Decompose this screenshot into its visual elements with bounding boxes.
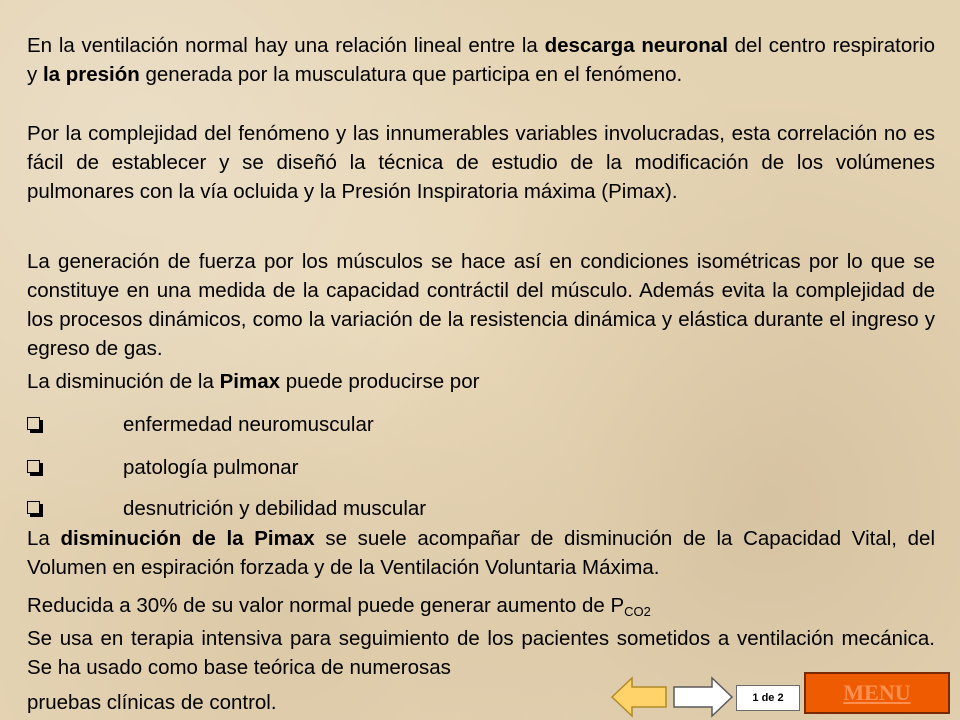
- paragraph-reducida: Reducida a 30% de su valor normal puede generar aumento de $P_{CO2}$: [27, 594, 651, 619]
- paragraph-generacion-fuerza: La generación de fuerza por los músculos se hace así en condiciones isométricas por lo que se constituye en una medida de la capacidad contráctil del músculo. Además evita la complejidad de los procesos dinámicos, como la variación de la resistencia dinámica y elástica durante el ingreso y egreso de gas.: [27, 250, 935, 360]
- bold-descarga-neuronal: descarga neuronal: [544, 34, 728, 57]
- bold-pimax: Pimax: [219, 370, 280, 393]
- page-indicator: 1 de 2: [736, 685, 800, 711]
- paragraph-pruebas-clinicas: pruebas clínicas de control.: [27, 691, 277, 714]
- subscript-co2: CO2: [624, 604, 651, 619]
- paragraph-disminucion-pimax: La disminución de la Pimax se suele acompañar de disminución de la Capacidad Vital, del Volumen en espiración forzada y de la Ventilación Voluntaria Máxima.: [27, 527, 936, 579]
- checkbox-bullet-icon: [27, 417, 40, 430]
- paragraph-disminucion-causas: La disminución de la Pimax puede producirse por: [27, 370, 480, 393]
- menu-button[interactable]: MENU: [804, 672, 950, 714]
- bold-la-presion: la presión: [42, 63, 140, 86]
- paragraph-complejidad: Por la complejidad del fenómeno y las innumerables variables involucradas, esta correlación no es fácil de establecer y se diseñó la técnica de estudio de la modificación de los volúmenes pulmonares con la vía ocluida y la Presión Inspiratoria máxima (Pimax).: [27, 122, 935, 203]
- paragraph-terapia-intensiva: Se usa en terapia intensiva para seguimiento de los pacientes sometidos a ventilación mecánica. Se ha usado como base teórica de numerosas: [27, 627, 935, 679]
- checkbox-bullet-icon: [27, 460, 40, 473]
- previous-arrow-icon[interactable]: [610, 676, 668, 718]
- next-arrow-icon[interactable]: [672, 676, 734, 718]
- bold-disminucion-pimax: disminución de la Pimax: [60, 527, 315, 550]
- checkbox-bullet-icon: [27, 501, 40, 514]
- paragraph-ventilacion: En la ventilación normal hay una relación lineal entre la descarga neuronal del centro respiratorio y la presión generada por la musculatura que participa en el fenómeno.: [27, 34, 935, 86]
